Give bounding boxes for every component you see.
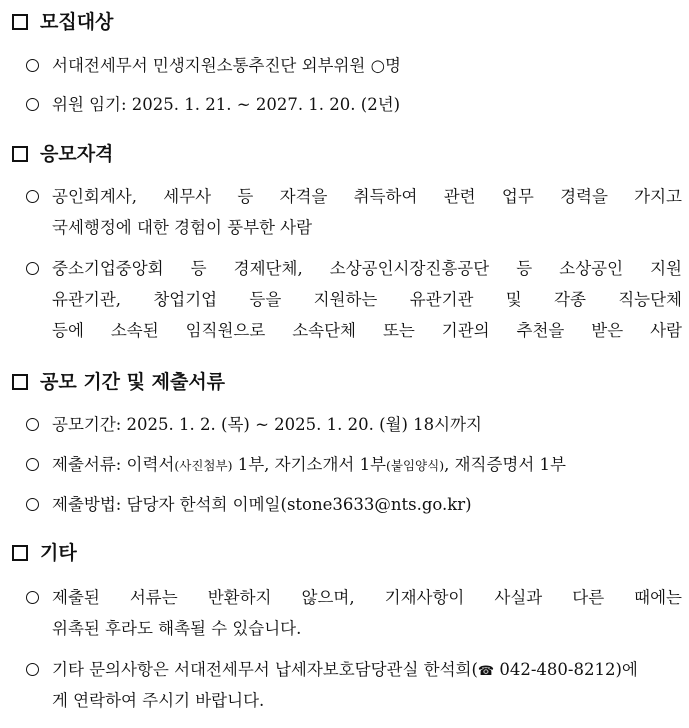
section-title-recruitment-target [12,10,113,34]
item-text: 유관기관, 창업기업 등을 지원하는 유관기관 및 각종 직능단체 [52,290,682,309]
item-text: 서대전세무서 민생지원소통추진단 외부위원 ○명 [52,56,401,75]
checkbox-square-icon [12,374,28,390]
item-text: 게 연락하여 주시기 바랍니다. [52,691,265,710]
list-item [26,50,681,81]
item-text [52,449,681,480]
text-part: 기타 문의사항은 서대전세무서 납세자보호담당관실 한석희( [52,660,478,679]
section-title-text: 기타 [40,542,77,564]
item-text: 공모기간: 2025. 1. 2. (목) ~ 2025. 1. 20. (월) 18시까지 [52,415,482,434]
list-item [26,582,681,644]
text-part: 제출서류: 이력서 [52,455,175,474]
circle-bullet-icon [26,498,39,511]
section-title-eligibility [12,142,113,166]
item-text: 위원 임기: 2025. 1. 21. ~ 2027. 1. 20. (2년) [52,95,401,114]
circle-bullet-icon [26,59,39,72]
circle-bullet-icon [26,190,39,203]
item-text [52,654,681,685]
circle-bullet-icon [26,418,39,431]
list-item [26,89,681,120]
list-item [26,409,681,440]
item-text: 위촉된 후라도 해촉될 수 있습니다. [52,619,302,638]
section-title-text: 응모자격 [40,143,114,165]
circle-bullet-icon [26,663,39,676]
item-text: 공인회계사, 세무사 등 자격을 취득하여 관련 업무 경력을 가지고 [52,187,682,206]
section-title-text: 공모 기간 및 제출서류 [40,371,226,393]
text-part: , 재직증명서 1부 [444,455,566,474]
section-title-text: 모집대상 [40,11,114,33]
list-item [26,449,681,480]
circle-bullet-icon [26,262,39,275]
item-text: 중소기업중앙회 등 경제단체, 소상공인시장진흥공단 등 소상공인 지원 [52,259,682,278]
checkbox-square-icon [12,545,28,561]
checkbox-square-icon [12,14,28,30]
text-part-small: (사진첨부) [174,458,233,473]
phone-icon: ☎ [477,664,495,679]
checkbox-square-icon [12,146,28,162]
list-item [26,253,681,346]
item-text: 제출된 서류는 반환하지 않으며, 기재사항이 사실과 다른 때에는 [52,588,682,607]
circle-bullet-icon [26,458,39,471]
circle-bullet-icon [26,591,39,604]
text-part: 042-480-8212)에 [494,660,638,679]
section-title-other [12,541,77,565]
circle-bullet-icon [26,98,39,111]
item-text: 등에 소속된 임직원으로 소속단체 또는 기관의 추천을 받은 사람 [52,321,682,340]
text-part: 1부, 자기소개서 1부 [232,455,387,474]
section-title-application-period [12,370,225,394]
list-item [26,489,681,520]
text-part-small: (붙임양식) [386,458,445,473]
list-item [26,654,681,716]
list-item [26,181,681,243]
item-text: 국세행정에 대한 경험이 풍부한 사람 [52,218,313,237]
item-text: 제출방법: 담당자 한석희 이메일(stone3633@nts.go.kr) [52,495,472,514]
